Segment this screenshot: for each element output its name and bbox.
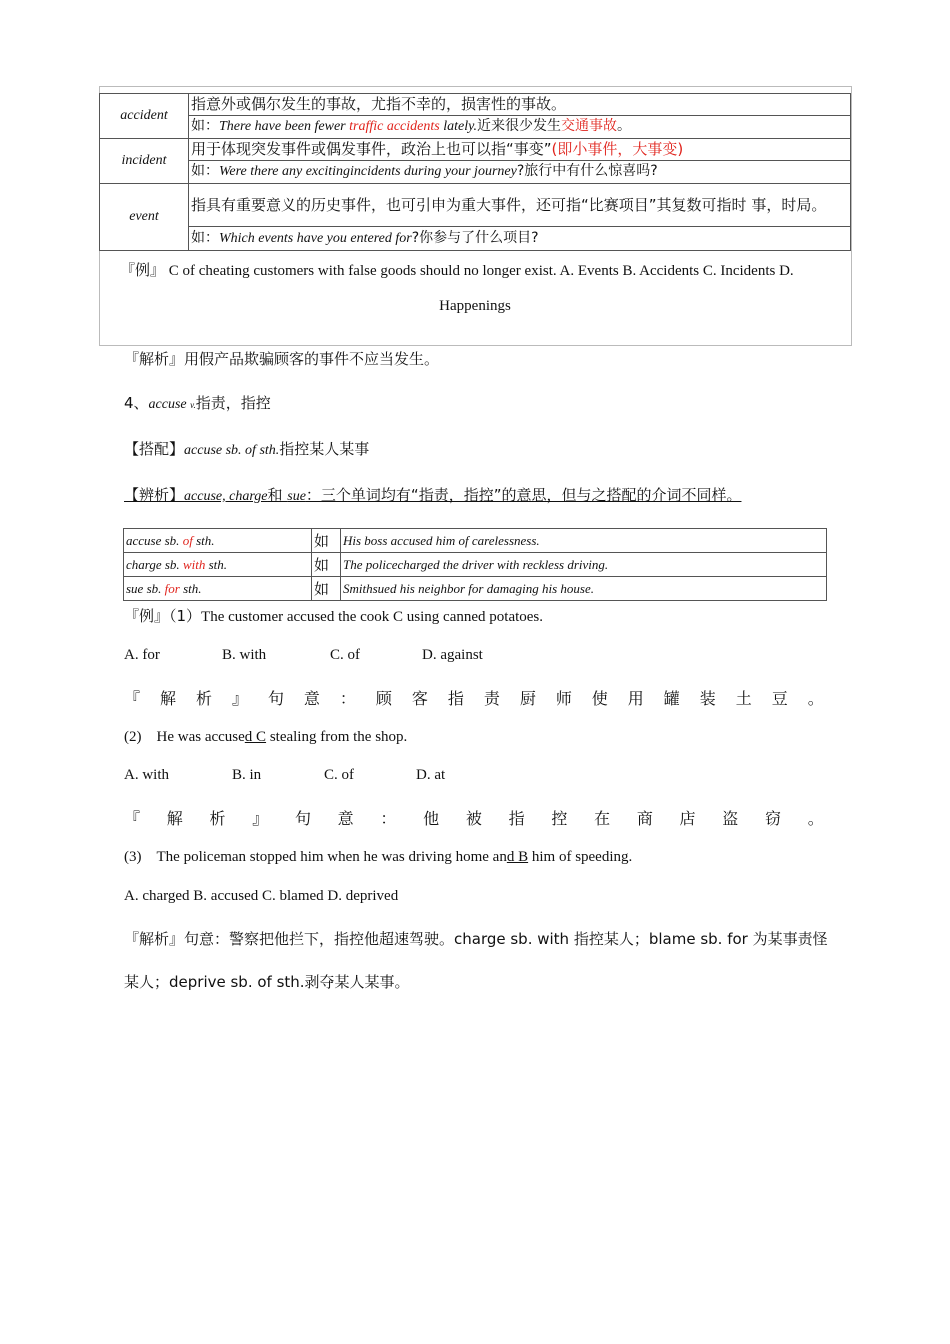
distinction-en: accuse, charge <box>184 489 268 504</box>
definition: 指意外或偶尔发生的事故，尤指不幸的，损害性的事故。 <box>191 95 567 114</box>
analysis-char: ： <box>380 809 397 828</box>
example-cell <box>189 227 851 251</box>
analysis-char: 析 <box>195 689 212 708</box>
example-text: C of cheating customers with false goods should no longer exist. A. Events B. Accidents C. Incidents D. <box>165 263 794 279</box>
example-cell: Smithsued his neighbor for damaging his house. <box>341 577 827 601</box>
section-meaning: 指责，指控 <box>195 394 271 412</box>
analysis-char: 商 <box>636 809 653 828</box>
pattern-cell: sue sb. for sth. <box>124 577 312 601</box>
answer-blank: d B <box>506 849 529 865</box>
example-cn: ?你参与了什么项目? <box>411 230 539 246</box>
example-cell: The policecharged the driver with reckless driving. <box>341 553 827 577</box>
definition: 用于体现突发事件或偶发事件，政治上也可以指“事变” <box>191 140 552 159</box>
question-3-options: A. charged B. accused C. blamed D. deprived <box>124 888 399 904</box>
option: B. with <box>222 647 267 663</box>
distinction-cn: 和 <box>267 486 288 504</box>
analysis-char: 指 <box>447 689 464 708</box>
analysis-q2 <box>124 806 824 829</box>
analysis-q3-line2: 某人；deprive sb. of sth.剥夺某人某事。 <box>124 973 410 991</box>
question-text: The policeman stopped him when he was driving home an <box>156 849 507 865</box>
pattern-cell: accuse sb. of sth. <box>124 529 312 553</box>
example-cell: His boss accused him of carelessness. <box>341 529 827 553</box>
analysis-char: 』 <box>252 809 269 828</box>
option: D. at <box>416 767 446 783</box>
analysis-char: 『 <box>124 689 141 708</box>
word-cell <box>100 94 189 139</box>
example-prefix: 如： <box>191 163 219 180</box>
question-text: him of speeding. <box>528 849 633 865</box>
collocation-en: accuse sb. of sth. <box>184 443 280 458</box>
word-cell <box>100 184 189 251</box>
definition: 指具有重要意义的历史事件，也可引申为重大事件，还可指“比赛项目”其复数可指时 事，时局。 <box>191 196 827 214</box>
question-3 <box>124 849 632 866</box>
example-cn-highlight: 交通事故 <box>561 118 618 135</box>
question-text: He was accuse <box>156 729 245 745</box>
preposition: of <box>182 532 193 548</box>
distinction-label: 【辨析】 <box>124 486 185 504</box>
analysis-char: 豆 <box>771 689 788 708</box>
example-cn: ?旅行中有什么惊喜吗? <box>516 163 658 180</box>
option: A. for <box>124 647 160 663</box>
vocab-table <box>99 93 851 251</box>
table-row <box>124 577 827 601</box>
analysis-char: 师 <box>555 689 572 708</box>
option: A. with <box>124 767 169 783</box>
preposition: for <box>164 580 180 596</box>
definition-cell <box>189 184 851 227</box>
answer-blank: d C <box>244 729 267 745</box>
definition-cell <box>189 139 851 161</box>
example-question-cont: Happenings <box>439 298 511 314</box>
section-word: accuse <box>148 397 191 412</box>
analysis-char: 析 <box>209 809 226 828</box>
analysis-char: 用 <box>627 689 644 708</box>
analysis-char: 指 <box>508 809 525 828</box>
question-number: (2) <box>124 729 142 745</box>
analysis-char: 』 <box>231 689 248 708</box>
collocation-cn: 指控某人某事 <box>279 440 370 458</box>
table-row <box>124 529 827 553</box>
example-en: Which events have you entered for <box>219 231 412 246</box>
analysis-1: 『解析』用假产品欺骗顾客的事件不应当发生。 <box>124 350 440 368</box>
section-4-heading <box>124 392 271 413</box>
ru-cell: 如 <box>312 577 341 601</box>
example-en: Were there any excitingincidents during your journey <box>219 164 517 180</box>
collocation-label: 【搭配】 <box>124 440 185 458</box>
analysis-char: 控 <box>551 809 568 828</box>
distinction-cn: ：三个单词均有“指责，指控”的意思，但与之搭配的介词不同样。 <box>305 486 742 504</box>
example-en-highlight: traffic accidents <box>349 119 440 135</box>
question-text: stealing from the shop. <box>266 729 408 745</box>
distinction-en: sue <box>287 489 306 504</box>
analysis-char: 意 <box>337 809 354 828</box>
word-cell <box>100 139 189 184</box>
question-1 <box>124 605 543 626</box>
word: event <box>129 209 159 224</box>
preposition-table <box>123 528 827 601</box>
analysis-char: 他 <box>423 809 440 828</box>
option: C. of <box>330 647 360 663</box>
question-number: (3) <box>124 849 142 865</box>
ru-cell: 如 <box>312 529 341 553</box>
example-cn: 近来很少发生 <box>477 118 562 135</box>
analysis-char: 。 <box>807 689 824 708</box>
analysis-char: 在 <box>594 809 611 828</box>
word: incident <box>121 153 167 168</box>
analysis-char: 罐 <box>663 689 680 708</box>
analysis-char: 客 <box>411 689 428 708</box>
collocation <box>124 438 369 459</box>
analysis-char: 被 <box>465 809 482 828</box>
analysis-char: 。 <box>807 809 824 828</box>
definition-highlight: (即小事件，大事变) <box>551 140 684 159</box>
analysis-char: 『 <box>124 809 141 828</box>
question-lead: 『例』（1） <box>124 607 202 625</box>
option: C. of <box>324 767 354 783</box>
option: B. in <box>232 767 262 783</box>
example-prefix: 如： <box>191 230 219 246</box>
option: D. against <box>422 647 483 663</box>
analysis-char: 句 <box>267 689 284 708</box>
analysis-char: 店 <box>679 809 696 828</box>
analysis-char: 装 <box>699 689 716 708</box>
analysis-char: 解 <box>166 809 183 828</box>
analysis-char: 盗 <box>722 809 739 828</box>
analysis-char: 土 <box>735 689 752 708</box>
analysis-char: 使 <box>591 689 608 708</box>
analysis-char: 窃 <box>765 809 782 828</box>
question-2 <box>124 729 407 746</box>
analysis-char: 顾 <box>375 689 392 708</box>
distinction <box>124 484 741 505</box>
example-cell <box>189 115 851 138</box>
definition-cell <box>189 94 851 116</box>
analysis-char: 解 <box>159 689 176 708</box>
question-text: The customer accused the cook C using canned potatoes. <box>201 609 544 625</box>
analysis-char: 句 <box>294 809 311 828</box>
section-pos: v. <box>190 400 196 410</box>
analysis-char: 意 <box>303 689 320 708</box>
analysis-char: ： <box>339 689 356 708</box>
example-en: There have been fewer <box>219 119 350 135</box>
analysis-q1 <box>124 686 824 709</box>
ru-cell: 如 <box>312 553 341 577</box>
word: accident <box>120 108 168 123</box>
example-cn: 。 <box>617 118 632 135</box>
analysis-char: 厨 <box>519 689 536 708</box>
table-row <box>124 553 827 577</box>
example-lead: 『例』 <box>120 261 166 279</box>
example-en: lately. <box>439 119 478 135</box>
preposition: with <box>182 556 206 572</box>
analysis-char: 责 <box>483 689 500 708</box>
example-cell <box>189 160 851 183</box>
pattern-cell: charge sb. with sth. <box>124 553 312 577</box>
analysis-q3-line1: 『解析』句意：警察把他拦下，指控他超速驾驶。charge sb. with 指控某人；blame sb. for 为某事责怪 <box>124 930 828 948</box>
example-prefix: 如： <box>191 118 219 135</box>
section-number: 4、 <box>124 394 149 412</box>
example-question <box>120 259 794 280</box>
